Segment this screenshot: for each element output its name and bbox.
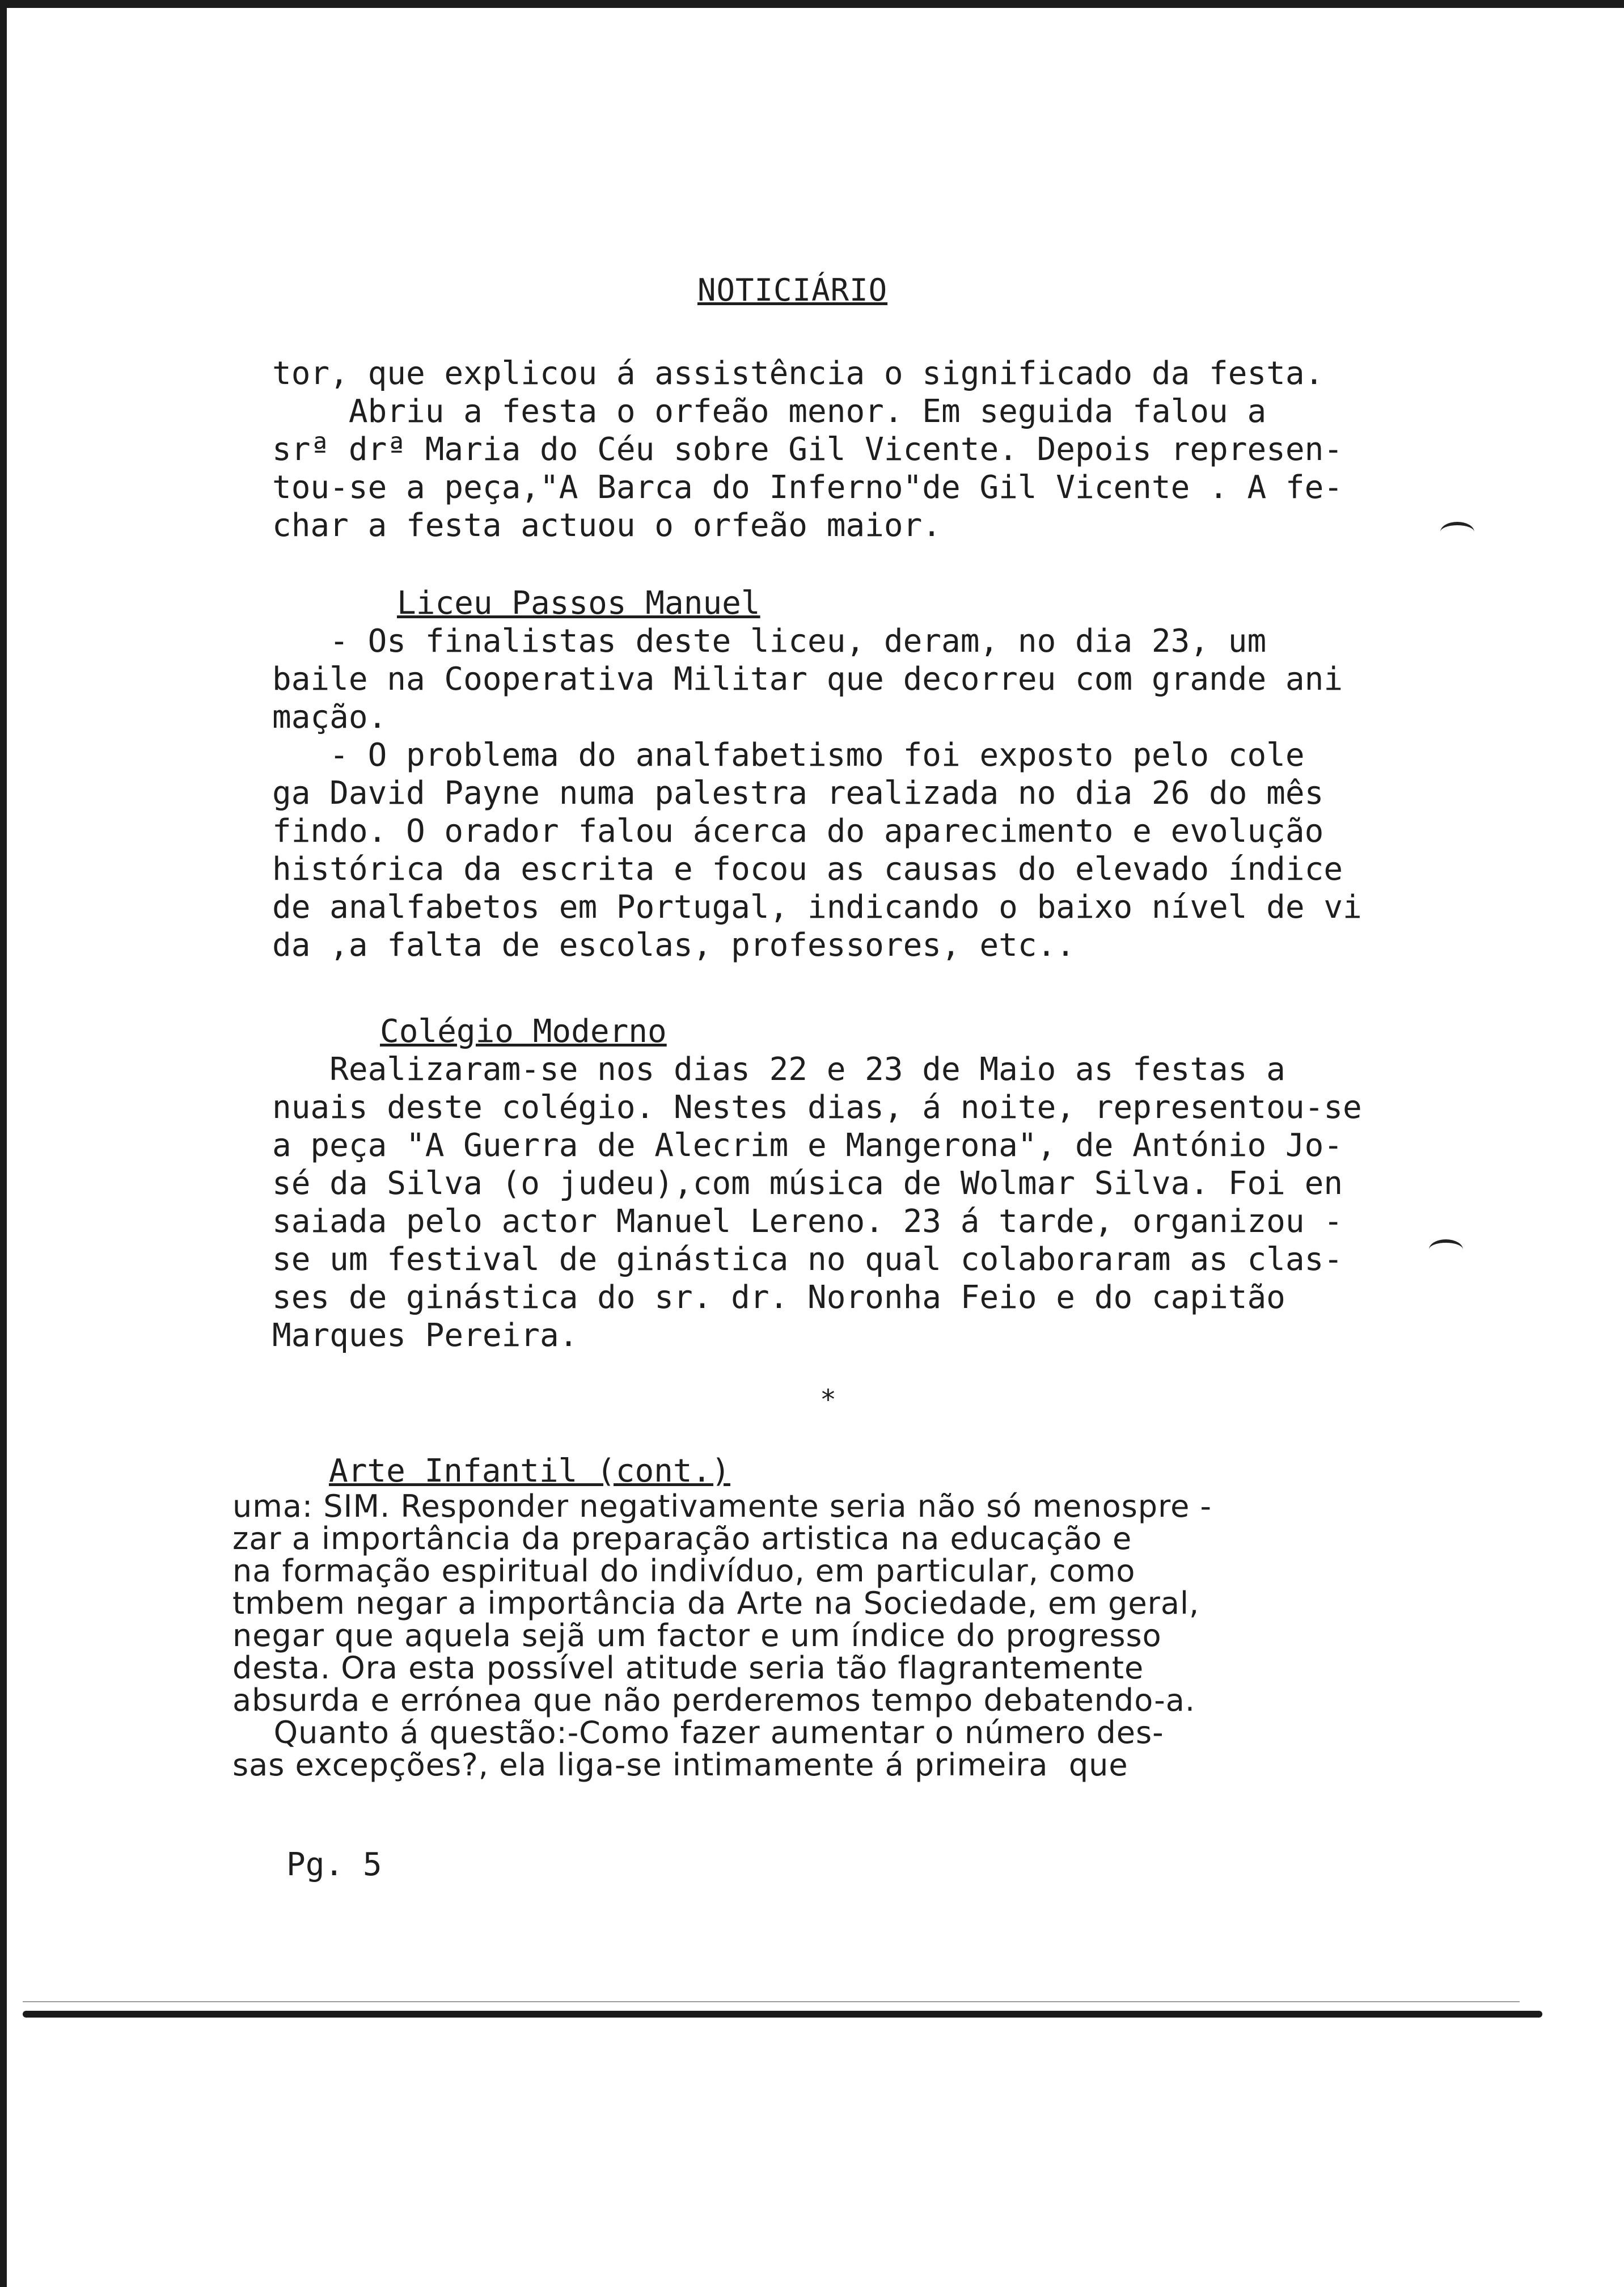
text-line: a peça "A Guerra de Alecrim e Mangerona", de António Jo- (272, 1127, 1343, 1164)
page-left-border (0, 0, 7, 2287)
bottom-rule (23, 2011, 1542, 2018)
text-line: baile na Cooperativa Militar que decorreu com grande ani (272, 661, 1343, 698)
page-top-border (0, 0, 1624, 8)
text-line: sé da Silva (o judeu),com música de Wolmar Silva. Foi en (272, 1165, 1343, 1202)
text-line: se um festival de ginástica no qual colaboraram as clas- (272, 1241, 1343, 1278)
text-line: Realizaram-se nos dias 22 e 23 de Maio as festas a (272, 1051, 1285, 1088)
text-line: de analfabetos em Portugal, indicando o baixo nível de vi (272, 889, 1362, 926)
text-line: ga David Payne numa palestra realizada no dia 26 do mês (272, 775, 1324, 812)
text-line: da ,a falta de escolas, professores, etc.. (272, 927, 1076, 964)
text-line: tou-se a peça,"A Barca do Inferno"de Gil Vicente . A fe- (272, 469, 1343, 506)
text-line: sas excepções?, ela liga-se intimamente á primeira que (232, 1747, 1128, 1783)
binder-hole-mark (1440, 522, 1474, 542)
text-line: - Os finalistas deste liceu, deram, no dia 23, um (272, 623, 1267, 660)
text-line: histórica da escrita e focou as causas do elevado índice (272, 851, 1343, 888)
text-line: srª drª Maria do Céu sobre Gil Vicente. Depois represen- (272, 431, 1343, 468)
text-line: uma: SIM. Responder negativamente seria não só menospre - (232, 1488, 1212, 1524)
section-liceu (272, 584, 1362, 964)
text-line: Marques Pereira. (272, 1317, 578, 1354)
text-line: absurda e errónea que não perderemos tempo debatendo-a. (232, 1682, 1195, 1718)
text-line: na formação espiritual do indivíduo, em particular, como (232, 1553, 1136, 1589)
text-line: zar a importância da preparação artistica na educação e (232, 1521, 1132, 1556)
text-line: saiada pelo actor Manuel Lereno. 23 á tarde, organizou - (272, 1203, 1343, 1240)
bottom-thin-rule (23, 2001, 1520, 2002)
page-number: Pg. 5 (286, 1846, 382, 1883)
intro-paragraph (272, 355, 1350, 545)
text-line: Quanto á questão:-Como fazer aumentar o número des- (232, 1715, 1164, 1750)
text-line: findo. O orador falou ácerca do aparecimento e evolução (272, 813, 1324, 850)
section-arte (232, 1452, 1367, 1781)
binder-hole-mark (1429, 1239, 1463, 1260)
text-line: Abriu a festa o orfeão menor. Em seguida falou a (272, 393, 1267, 430)
section-separator: * (820, 1384, 836, 1416)
text-line: char a festa actuou o orfeão maior. (272, 507, 942, 544)
text-line: tmbem negar a importância da Arte na Sociedade, em geral, (232, 1585, 1200, 1621)
section-title: Arte Infantil (cont.) (329, 1453, 731, 1489)
text-line: ses de ginástica do sr. dr. Noronha Feio e do capitão (272, 1279, 1285, 1316)
page-header: NOTICIÁRIO (697, 272, 888, 308)
text-line: desta. Ora esta possível atitude seria tão flagrantemente (232, 1650, 1144, 1686)
text-line: nuais deste colégio. Nestes dias, á noite, representou-se (272, 1089, 1362, 1126)
section-title: Liceu Passos Manuel (397, 585, 760, 622)
section-title: Colégio Moderno (380, 1013, 667, 1050)
text-line: negar que aquela sejã um factor e um índice do progresso (232, 1618, 1162, 1653)
text-line: - O problema do analfabetismo foi exposto pelo cole (272, 737, 1305, 774)
section-colegio (272, 1012, 1362, 1355)
text-line: mação. (272, 699, 387, 736)
text-line: tor, que explicou á assistência o significado da festa. (272, 355, 1324, 392)
